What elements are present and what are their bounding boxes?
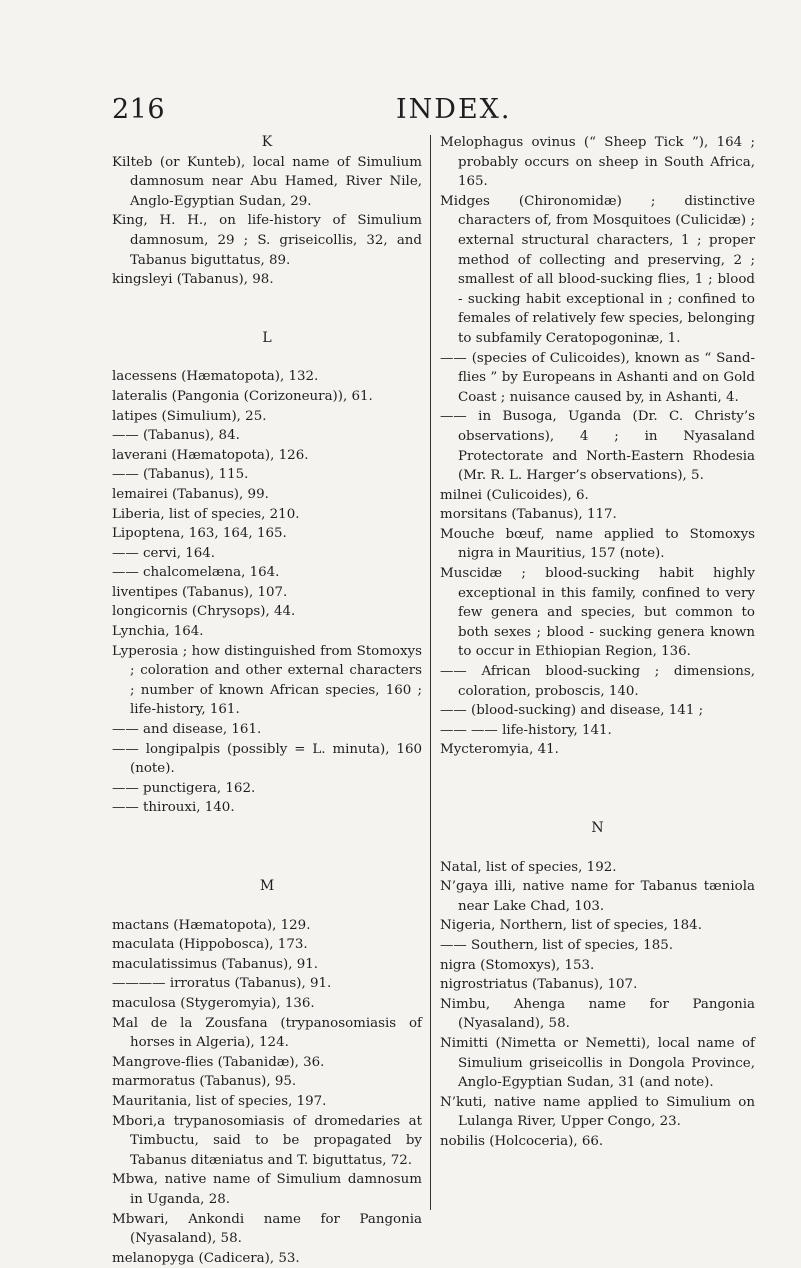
index-entry: Lyperosia ; how distinguished from Stomoxys ; coloration and other external characters ; number of known African species, 160 ; life-history, 161. [112, 643, 422, 718]
index-entry: Nimbu, Ahenga name for Pangonia (Nyasaland), 58. [440, 996, 755, 1032]
index-entry: maculatissimus (Tabanus), 91. [112, 956, 319, 972]
index-entry: kingsleyi (Tabanus), 98. [112, 272, 274, 288]
index-entry: N’gaya illi, native name for Tabanus tæniola near Lake Chad, 103. [440, 879, 755, 914]
index-entry: —— and disease, 161. [112, 722, 262, 738]
index-entry: nigra (Stomoxys), 153. [440, 957, 595, 973]
section-letter-m: M [259, 878, 275, 894]
index-entry: Mouche bœuf, name applied to Stomoxys nigra in Mauritius, 157 (note). [440, 526, 755, 562]
column-divider [430, 135, 431, 1210]
index-entry: maculata (Hippobosca), 173. [112, 937, 308, 953]
index-entry: maculosa (Stygeromyia), 136. [112, 995, 315, 1011]
page-number: 216 [112, 94, 166, 125]
index-entry: Muscidæ ; blood-sucking habit highly exceptional in this family, confined to very few genera and species, but common to both sexes ; blood - sucking genera known to occur in Ethiopian Region, 136. [440, 566, 755, 660]
index-entry: Nigeria, Northern, list of species, 184. [440, 918, 702, 934]
index-entry: nobilis (Holcoceria), 66. [440, 1133, 604, 1149]
index-entry: —— thirouxi, 140. [112, 800, 235, 816]
index-entry: lacessens (Hæmatopota), 132. [112, 369, 319, 385]
index-entry: ———— irroratus (Tabanus), 91. [112, 976, 332, 992]
index-entry: Nimitti (Nimetta or Nemetti), local name of Simulium griseicollis in Dongola Province, Anglo-Egyptian Sudan, 31 (and note). [440, 1035, 755, 1091]
index-entry: —— chalcomelæna, 164. [112, 565, 280, 581]
index-entry: Mycteromyia, 41. [440, 742, 559, 758]
index-entry: Mauritania, list of species, 197. [112, 1093, 327, 1109]
section-letter-k: K [261, 134, 273, 150]
index-entry: King, H. H., on life-history of Simulium damnosum, 29 ; S. griseicollis, 32, and Tabanus biguttatus, 89. [112, 213, 422, 268]
index-entry: —— (species of Culicoides), known as “ Sand-flies ” by Europeans in Ashanti and on Gold Coast ; nuisance caused by, in Ashanti, 4. [440, 350, 755, 405]
index-entry: —— African blood-sucking ; dimensions, coloration, proboscis, 140. [440, 664, 755, 699]
index-entry: —— Southern, list of species, 185. [440, 937, 673, 953]
index-entry: Midges (Chironomidæ) ; distinctive characters of, from Mosquitoes (Culicidæ) ; external structural characters, 1 ; proper method of collecting and preserving, 2 ; smallest of all blood-sucking flies, 1 ; blood - sucking habit exceptional in ; confined to females of relatively few species, belonging to subfamily Ceratopogoninæ, 1. [440, 193, 755, 346]
index-entry: —— (blood-sucking) and disease, 141 ; [440, 703, 704, 719]
index-entry: Lipoptena, 163, 164, 165. [112, 526, 287, 542]
index-entry: —— (Tabanus), 84. [112, 428, 240, 444]
index-entry: milnei (Culicoides), 6. [440, 487, 589, 503]
right-column [440, 133, 755, 1152]
index-entry: —— —— life-history, 141. [440, 722, 612, 738]
index-entry: Liberia, list of species, 210. [112, 506, 300, 522]
index-entry: lemairei (Tabanus), 99. [112, 486, 269, 502]
index-entry: mactans (Hæmatopota), 129. [112, 917, 311, 933]
index-entry: —— (Tabanus), 115. [112, 467, 249, 483]
index-entry: lateralis (Pangonia (Corizoneura)), 61. [112, 388, 373, 404]
section-letter-l: L [262, 329, 272, 346]
index-entry: marmoratus (Tabanus), 95. [112, 1074, 297, 1090]
index-entry: longicornis (Chrysops), 44. [112, 604, 296, 620]
index-entry: Mal de la Zousfana (trypanosomiasis of horses in Algeria), 124. [112, 1015, 422, 1051]
running-head: INDEX. [396, 94, 512, 125]
index-entry: —— cervi, 164. [112, 545, 216, 561]
index-entry: Kilteb (or Kunteb), local name of Simulium damnosum near Abu Hamed, River Nile, Anglo-Egyptian Sudan, 29. [112, 154, 422, 209]
index-entry: Melophagus ovinus (“ Sheep Tick ”), 164 ; probably occurs on sheep in South Africa, 165. [440, 135, 755, 190]
index-entry: N’kuti, native name applied to Simulium on Lulanga River, Upper Congo, 23. [440, 1094, 755, 1130]
index-entry: —— in Busoga, Uganda (Dr. C. Christy’s observations), 4 ; in Nyasaland Protectorate and North-Eastern Rhodesia (Mr. R. L. Harger’s observations), 5. [440, 409, 755, 484]
index-entry: latipes (Simulium), 25. [112, 408, 267, 424]
index-entry: Mbwari, Ankondi name for Pangonia (Nyasaland), 58. [112, 1211, 422, 1247]
index-entry: —— longipalpis (possibly = L. minuta), 160 (note). [112, 741, 422, 777]
index-entry: Lynchia, 164. [112, 624, 204, 640]
section-letter-n: N [591, 820, 604, 836]
index-entry: Mbwa, native name of Simulium damnosum in Uganda, 28. [112, 1172, 422, 1207]
index-entry: liventipes (Tabanus), 107. [112, 584, 288, 600]
left-column [112, 133, 422, 1268]
page-header [110, 94, 660, 132]
index-entry: Mbori,a trypanosomiasis of dromedaries at Timbuctu, said to be propagated by Tabanus ditæniatus and T. biguttatus, 72. [112, 1113, 422, 1168]
index-entry: nigrostriatus (Tabanus), 107. [440, 977, 638, 993]
index-entry: melanopyga (Cadicera), 53. [112, 1250, 300, 1266]
index-entry: Natal, list of species, 192. [440, 859, 617, 875]
index-entry: laverani (Hæmatopota), 126. [112, 447, 309, 463]
index-entry: —— punctigera, 162. [112, 780, 256, 796]
index-entry: Mangrove-flies (Tabanidæ), 36. [112, 1054, 325, 1070]
index-entry: morsitans (Tabanus), 117. [440, 507, 617, 523]
